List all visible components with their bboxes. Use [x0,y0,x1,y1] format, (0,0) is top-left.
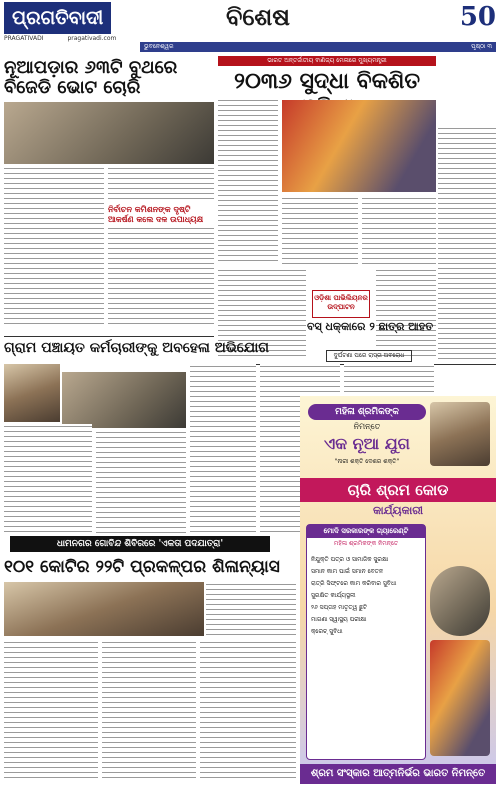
ad-point: ନିଯୁକ୍ତି ପତ୍ର ଓ ସାମାଜିକ ସୁରକ୍ଷା [311,556,389,563]
ad-banner-sub: କାର୍ଯ୍ୟକାରୀ [373,504,423,517]
ad-card [306,524,426,760]
anniversary-logo [440,2,496,42]
section-title: ବିଶେଷ [226,2,290,31]
top-story-body-6 [376,268,436,360]
bottom-story-body-3 [102,640,196,782]
top-story-body-3 [362,196,436,266]
anniversary-number: 50 [459,2,496,32]
ad-point: ମାଗଣା ସ୍ୱାସ୍ଥ୍ୟ ପରୀକ୍ଷା [311,616,367,623]
left-story-photo [4,102,214,164]
page-number: ପୃଷ୍ଠା ୩ [471,43,492,50]
ad-card-title: ମୋଦି ସରକାରଙ୍କ ଗ୍ୟାରେଣ୍ଟି [307,525,425,538]
mid-story-photo [4,364,60,422]
divider [4,336,214,337]
mid-story-body [4,424,92,534]
mid-story-body-3 [190,364,256,534]
ad-footer: ଶ୍ରମ ସଂସ୍କାର ଆତ୍ମନିର୍ଭର ଭାରତ ନିମନ୍ତେ [300,764,496,784]
ad-photo-worker-2 [430,640,490,756]
top-story-body-1 [218,98,278,264]
top-story-callout: ଓଡ଼ିଶା ପାଭିଲିୟନର ଉଦ୍‌ଘାଟନ [312,290,370,318]
bus-story-body-2 [344,364,434,394]
mid-story-body-2 [96,430,186,534]
top-story-headline: ୨୦୩୬ ସୁଦ୍ଧା ବିକଶିତ [233,68,421,94]
left-story-body-2 [108,166,214,202]
bottom-story-headline: ୧୦୧ କୋଟିର ୨୨ଟି ପ୍ରକଳ୍ପର ଶିଳାନ୍ୟାସ [4,557,280,577]
dateline [140,42,496,52]
ad-quote: "ନାରୀ ଶକ୍ତି ଦେଶର ଶକ୍ତି" [334,458,400,465]
ad-title: ଏକ ନୂଆ ଯୁଗ [324,434,410,453]
top-story-body-2 [282,196,358,266]
ad-point: ରାତ୍ରି ସିଫ୍ଟରେ କାମ କରିବାର ସୁବିଧା [311,580,397,587]
left-story-pullquote: ନିର୍ବାଚନ କମିଶନଙ୍କ ଦୃଷ୍ଟି ଆକର୍ଷଣ କଲେ ଦଳ ଉପାଧ୍ୟକ୍ଷ [108,204,204,224]
top-story-kicker: ଭାରତ ଅନ୍ତର୍ଜାତୀୟ ବାଣିଜ୍ୟ ମେଳାରେ ମୁଖ୍ୟମନ୍ତ୍ରୀ [218,56,436,66]
ad-point: ସୁରକ୍ଷିତ କାର୍ଯ୍ୟସ୍ଥଳୀ [311,592,356,599]
logo-sub-left: PRAGATIVADI [4,35,44,42]
logo-text: ପ୍ରଗତିବାଦୀ [4,2,111,34]
mid-story-headline: ଗ୍ରାମ ପଞ୍ଚାୟତ କର୍ମଚାରୀଙ୍କୁ ଅବହେଳା ଅଭିଯୋଗ [4,340,270,356]
ad-pill: ମହିଳା ଶ୍ରମିକଙ୍କ [308,404,426,420]
left-story-body-3 [108,226,214,326]
bottom-story-body [206,582,296,636]
top-story-body-4 [438,126,496,362]
bus-story-headline: ବସ୍ ଧକ୍କାରେ ୨ ଛାତ୍ର ଆହତ [306,320,434,333]
ad-portrait [430,402,490,466]
dateline-place: ଭୁବନେଶ୍ୱର [144,43,174,50]
ad-point: ସମାନ କାମ ପାଇଁ ସମାନ ବେତନ [311,568,384,575]
ad-banner: ଚାରି ଶ୍ରମ କୋଡ [300,478,496,502]
ad-card-sub: ମହିଳା ଶ୍ରମିକଙ୍କ ନିମନ୍ତେ [333,540,399,547]
bottom-story-body-2 [4,640,98,782]
ad-sub: ନିମନ୍ତେ [353,422,381,431]
left-story-headline: ନୂଆପଡ଼ାର ୬୩ଟି ବୁଥରେ ବିଜେଡି ଭୋଟ ଚୋରି [4,57,178,98]
logo-sub-right: pragativadi.com [67,35,117,42]
bus-story-sub: ଦୁର୍ଘଟଣା ପରେ ରାସ୍ତା ଅବରୋଧ [326,350,412,362]
left-story-body [4,166,104,326]
bottom-story-photo [4,582,204,636]
ad-point: କ୍ରେଚ୍ ସୁବିଧା [311,628,343,635]
ad-point: ୨୬ ସପ୍ତାହ ମାତୃତ୍ୱ ଛୁଟି [311,604,368,611]
bottom-story-body-4 [200,640,296,782]
mid-story-photo-2 [62,372,186,428]
ribbon-headline: ଧାମନଗର ଗୋବିନ୍ଦ ଶିବିରରେ 'ଏକତା ପଦଯାତ୍ରା' [10,536,270,552]
top-story-photo [282,100,436,192]
ad-panel [300,396,496,784]
masthead-logo [4,2,164,42]
ad-photo-worker-1 [430,566,490,636]
